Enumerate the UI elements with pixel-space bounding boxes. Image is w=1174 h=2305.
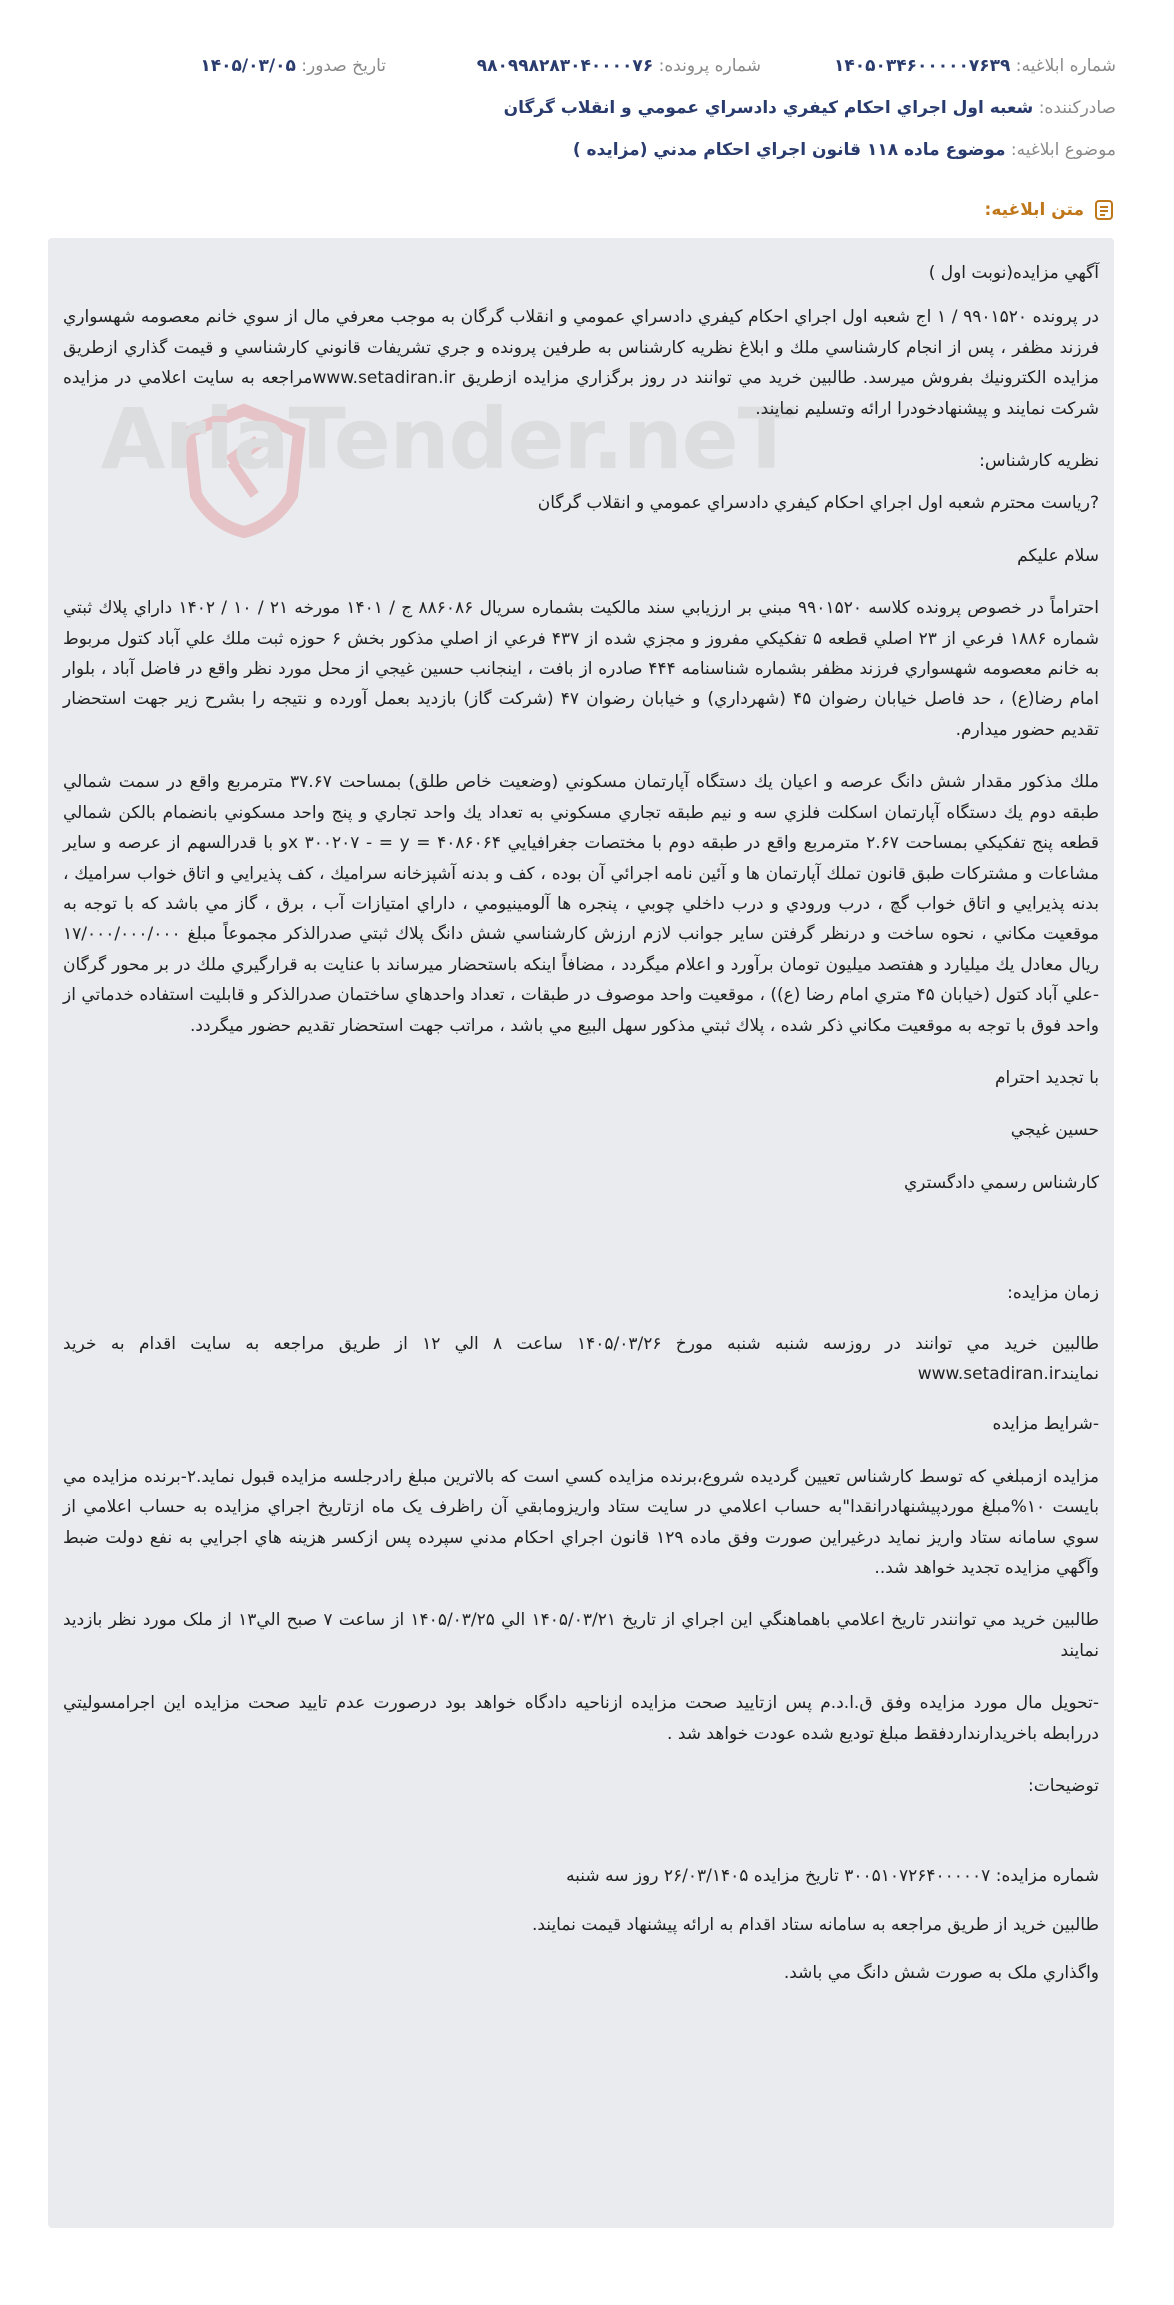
notice-number-label: شماره ابلاغيه:	[1015, 56, 1116, 76]
paragraph: -شرايط مزايده	[992, 1414, 1099, 1435]
notice-number	[834, 56, 1116, 76]
paragraph: آگهي مزايده(نوبت اول )	[928, 263, 1099, 283]
paragraph: طالبين خريد مي توانندر تاريخ اعلامي باهماهنگي اين اجراي از تاريخ ۱۴۰۵/۰۳/۲۱ الي ۱۴۰۵/۰۳/۲۵ از ساعت ۷ صبح الي۱۳ از ملک مورد نظر بازديد نمايند	[63, 1610, 1100, 1661]
paragraph: توضيحات:	[1028, 1776, 1099, 1797]
paragraph: با تجديد احترام	[995, 1067, 1099, 1088]
subject-row	[58, 140, 1116, 160]
paragraph: ?رياست محترم شعبه اول اجراي احكام كيفري دادسراي عمومي و انقلاب گرگان	[537, 493, 1099, 514]
subject-label: موضوع ابلاغيه:	[1010, 140, 1116, 160]
file-number-value: ۹۸۰۹۹۸۲۸۳۰۴۰۰۰۰۷۶	[476, 56, 654, 76]
paragraph: -تحويل مال مورد مزايده وفق ق.ا.د.م پس ازتاييد صحت مزايده ازناحيه دادگاه خواهد بود درصورت عدم تاييد صحت مزايده اين اجرامسوليتي دررابطه باخريدارنداردفقط مبلغ توديع شده عودت خواهد شد .	[63, 1693, 1099, 1744]
paragraph: مزايده ازمبلغي كه توسط كارشناس تعيين گرديده شروع،برنده مزايده كسي است كه بالاترين مبلغ رادرجلسه مزايده قبول نمايد.۲-برنده مزايده مي بايست ۱۰%مبلغ موردپيشنهادرانقدا"به حساب اعلامي در سايت ستاد واريزومابقي آن راظرف يک ماه ازتاريخ اجراي مزايده به حساب اعلامي از سوي سامانه ستاد واريز نمايد درغيراين صورت وفق ماده ۱۲۹ قانون اجراي احکام مدني سپرده پس ازکسر هزينه هاي اجرايي به نفع دولت ضبط وآگهي مزايده تجديد خواهد شد..	[63, 1466, 1100, 1578]
notice-number-value: ۱۴۰۵۰۳۴۶۰۰۰۰۰۷۶۳۹	[833, 56, 1011, 76]
watermark-text: AriaTender.neT	[100, 390, 794, 488]
paragraph: زمان مزايده:	[1007, 1283, 1099, 1304]
issue-date-label: تاريخ صدور:	[301, 56, 386, 76]
notice-body-text	[63, 258, 1099, 1989]
file-number-label: شماره پرونده:	[658, 56, 761, 76]
subject-value: موضوع ماده ۱۱۸ قانون اجراي احکام مدني (مزايده )	[572, 140, 1006, 160]
issue-date	[200, 56, 386, 76]
paragraph: در پرونده ۹۹۰۱۵۲۰ / ۱ اج شعبه اول اجراي احكام كيفري دادسراي عمومي و انقلاب گرگان به موجب معرفي مال از سوي خانم معصومه شهسواري فرزند مظفر ، پس از انجام كارشناسي ملك و ابلاغ نظريه كارشناس به طرفين پرونده و جري تشريفات قانوني كارشناسي و قيمت گذاري ازطريق مزايده الكترونيك بفروش ميرسد. طالبين خريد مي توانند در روز برگزاري مزايده ازطريق www.setadiran.irمراجعه به سايت اعلامي در مزايده شركت نمايند و پيشنهادخودرا ارائه وتسليم نمايند.	[63, 307, 1099, 419]
notice-title-text: متن ابلاغيه:	[984, 200, 1084, 220]
paragraph: طالبين خريد مي توانند در روزسه شنبه شنبه مورخ ۱۴۰۵/۰۳/۲۶ ساعت ۸ الي ۱۲ از طريق مراجعه به سايت اقدام به خريد نمايندwww.setadiran.ir	[63, 1333, 1100, 1384]
paragraph: سلام عليكم	[1017, 545, 1099, 566]
issuer-value: شعبه اول اجراي احكام كيفري دادسراي عمومي و انقلاب گرگان	[503, 98, 1034, 118]
issue-date-value: ۱۴۰۵/۰۳/۰۵	[200, 56, 296, 76]
notice-title	[985, 198, 1116, 222]
paragraph: شماره مزايده: ۳۰۰۵۱۰۷۲۶۴۰۰۰۰۰۷ تاريخ مزايده ۲۶/۰۳/۱۴۰۵ روز سه شنبه	[566, 1866, 1099, 1887]
paragraph: كارشناس رسمي دادگستري	[904, 1172, 1099, 1193]
paragraph: واگذاري ملک به صورت شش دانگ مي باشد.	[783, 1963, 1099, 1984]
paragraph: ملك مذكور مقدار شش دانگ عرصه و اعيان يك دستگاه آپارتمان مسكوني (وضعيت خاص طلق) بمساحت ۳۷.۶۷ مترمربع واقع در سمت شمالي طبقه دوم يك دستگاه آپارتمان اسكلت فلزي سه و نيم طبقه تجاري مسكوني به تعداد يك واحد تجاري و پنج واحد مسكوني بانضمام بالكن شمالي قطعه پنج تفكيكي بمساحت ۲.۶۷ مترمربع واقع در طبقه دوم با مختصات جغرافيايي ۴۰۸۶۰۶۴ = x ۳۰۰۲۰۷ - = yو با قدرالسهم از عرصه و ساير مشاعات و مشتركات طبق قانون تملك آپارتمان ها و آئين نامه اجرائي آن بوده ، كف و بدنه آشپزخانه سراميك ، كف پذيرايي و اتاق خواب سراميك ، بدنه پذيرايي و اتاق خواب گچ ، درب ورودي و درب داخلي چوبي ، پنجره ها آلومينيومي ، داراي امتيازات آب ، برق ، گاز مي باشد كه با توجه به موقعيت مكاني ، نحوه ساخت و درنظر گرفتن ساير جوانب لازم ارزش كارشناسي شش دانگ پلاك ثبتي صدرالذكر مجموعاً مبلغ ۱۷/۰۰۰/۰۰۰/۰۰۰ ريال معادل يك ميليارد و هفتصد ميليون تومان برآورد و اعلام ميگردد ، مضافاً اينكه باستحضار ميرساند با عنايت به قرارگيري ملك در بر محور گرگان -علي آباد كتول (خيابان ۴۵ متري امام رضا (ع)) ، موقعيت واحد موصوف در طبقات ، تعداد واحدهاي ساختمان صدرالذكر و قابليت استفاده خدماتي از واحد فوق با توجه به موقعيت مكاني ذكر شده ، پلاك ثبتي مذكور سهل البيع مي باشد ، مراتب جهت استحضار تقديم حضور ميگردد.	[63, 772, 1100, 1036]
paragraph: نظريه كارشناس:	[979, 451, 1099, 472]
paragraph: حسين غيجي	[1010, 1120, 1099, 1141]
paragraph: طالبين خريد از طريق مراجعه به سامانه ستاد اقدام به ارائه پيشنهاد قيمت نمايند.	[531, 1914, 1099, 1935]
document-icon	[1092, 198, 1116, 222]
paragraph: احتراماً در خصوص پرونده كلاسه ۹۹۰۱۵۲۰ مبني بر ارزيابي سند مالكيت بشماره سريال ۸۸۶۰۸۶ ج / ۱۴۰۱ مورخه ۲۱ / ۱۰ / ۱۴۰۲ داراي پلاك ثبتي شماره ۱۸۸۶ فرعي از ۲۳ اصلي قطعه ۵ تفكيكي مفروز و مجزي شده از ۴۳۷ فرعي از اصلي مذكور بخش ۶ حوزه ثبت ملك علي آباد كتول مربوط به خانم معصومه شهسواري فرزند مظفر بشماره شناسنامه ۴۴۴ صادره از بافت ، اينجانب حسين غيجي از محل مورد نظر واقع در فاضل آباد ، بلوار امام رضا(ع) ، حد فاصل خيابان رضوان ۴۵ (شهرداري) و خيابان رضوان ۴۷ (شركت گاز) بازديد بعمل آورده و نتيجه را بشرح زير جهت استحضار تقديم حضور ميدارم.	[63, 598, 1099, 740]
issuer-row	[58, 98, 1116, 118]
issuer-label: صادرکننده:	[1038, 98, 1116, 118]
file-number	[477, 56, 761, 76]
